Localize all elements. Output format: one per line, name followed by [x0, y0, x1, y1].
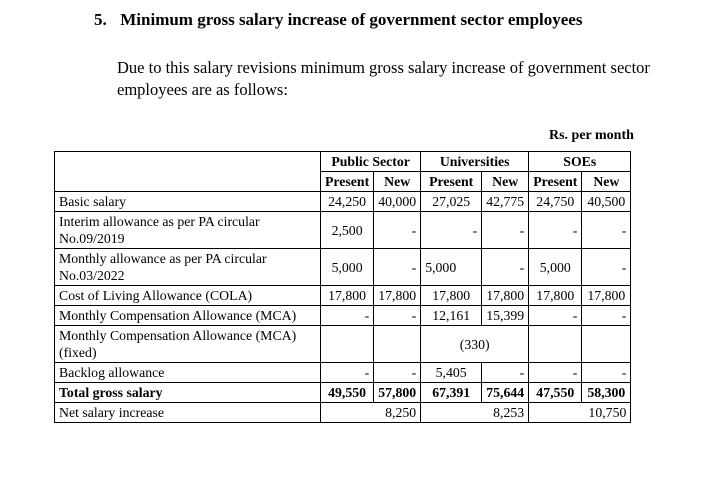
table-cell: 49,550: [321, 383, 374, 403]
table-cell: 24,250: [321, 192, 374, 212]
table-cell: 5,000: [529, 249, 582, 286]
table-row: [55, 192, 631, 212]
table-cell: -: [529, 212, 582, 249]
row-label: Basic salary: [55, 192, 321, 212]
table-cell: -: [374, 306, 421, 326]
subheader-cell: Present: [421, 172, 482, 192]
table-row: [55, 212, 631, 249]
table-cell: [374, 326, 421, 363]
table-cell: 5,405: [421, 363, 482, 383]
unit-note: Rs. per month: [549, 128, 634, 143]
table-row: [55, 363, 631, 383]
table-cell: 8,250: [321, 403, 421, 423]
table-cell: [529, 326, 582, 363]
table-cell: -: [582, 212, 631, 249]
corner-cell: [55, 152, 321, 192]
table-cell: 67,391: [421, 383, 482, 403]
table-cell: -: [321, 363, 374, 383]
table-cell: 58,300: [582, 383, 631, 403]
table-cell: 5,000: [321, 249, 374, 286]
table-cell: -: [482, 249, 529, 286]
table-cell: -: [482, 212, 529, 249]
salary-table: [54, 151, 631, 423]
row-label: Interim allowance as per PA circular No.09/2019: [55, 212, 321, 249]
table-cell: 8,253: [421, 403, 529, 423]
row-label: Monthly Compensation Allowance (MCA): [55, 306, 321, 326]
table-row: [55, 403, 631, 423]
table-cell: 75,644: [482, 383, 529, 403]
subheader-cell: New: [582, 172, 631, 192]
subheader-cell: Present: [321, 172, 374, 192]
row-label: Cost of Living Allowance (COLA): [55, 286, 321, 306]
group-header-public-sector: Public Sector: [321, 152, 421, 172]
table-cell: -: [582, 249, 631, 286]
table-cell: 57,800: [374, 383, 421, 403]
table-cell: [582, 326, 631, 363]
subheader-cell: Present: [529, 172, 582, 192]
table-cell: -: [529, 306, 582, 326]
table-cell: 17,800: [321, 286, 374, 306]
row-label: Net salary increase: [55, 403, 321, 423]
table-row-total: [55, 383, 631, 403]
table-cell: 24,750: [529, 192, 582, 212]
table-cell: 40,500: [582, 192, 631, 212]
table-row: [55, 306, 631, 326]
table-cell: 27,025: [421, 192, 482, 212]
table-cell: 5,000: [421, 249, 482, 286]
table-cell: -: [374, 363, 421, 383]
section-title: Minimum gross salary increase of government sector employees: [120, 10, 583, 29]
table-row: [55, 249, 631, 286]
row-label: Monthly Compensation Allowance (MCA)(fixed): [55, 326, 321, 363]
table-cell: (330): [421, 326, 529, 363]
table-cell: 15,399: [482, 306, 529, 326]
table-cell: -: [374, 212, 421, 249]
section-heading: [94, 10, 582, 30]
subheader-cell: New: [482, 172, 529, 192]
table-cell: 17,800: [421, 286, 482, 306]
row-label: Total gross salary: [55, 383, 321, 403]
table-cell: -: [582, 306, 631, 326]
group-header-soes: SOEs: [529, 152, 631, 172]
table-cell: [321, 326, 374, 363]
table-cell: 17,800: [582, 286, 631, 306]
table-cell: -: [321, 306, 374, 326]
table-cell: 2,500: [321, 212, 374, 249]
table-cell: -: [529, 363, 582, 383]
table-row: [55, 326, 631, 363]
subheader-cell: New: [374, 172, 421, 192]
table-cell: -: [421, 212, 482, 249]
table-row: [55, 286, 631, 306]
table-cell: -: [482, 363, 529, 383]
table-cell: -: [374, 249, 421, 286]
intro-paragraph: Due to this salary revisions minimum gross salary increase of government sector employees are as follows:: [117, 58, 650, 99]
row-label: Backlog allowance: [55, 363, 321, 383]
table-cell: 12,161: [421, 306, 482, 326]
table-cell: 47,550: [529, 383, 582, 403]
table-cell: -: [582, 363, 631, 383]
table-cell: 40,000: [374, 192, 421, 212]
row-label: Monthly allowance as per PA circular No.03/2022: [55, 249, 321, 286]
section-number: 5.: [94, 10, 107, 29]
table-cell: 17,800: [482, 286, 529, 306]
group-header-row: [55, 152, 631, 172]
table-cell: 17,800: [374, 286, 421, 306]
table-cell: 10,750: [529, 403, 631, 423]
table-cell: 42,775: [482, 192, 529, 212]
group-header-universities: Universities: [421, 152, 529, 172]
table-cell: 17,800: [529, 286, 582, 306]
